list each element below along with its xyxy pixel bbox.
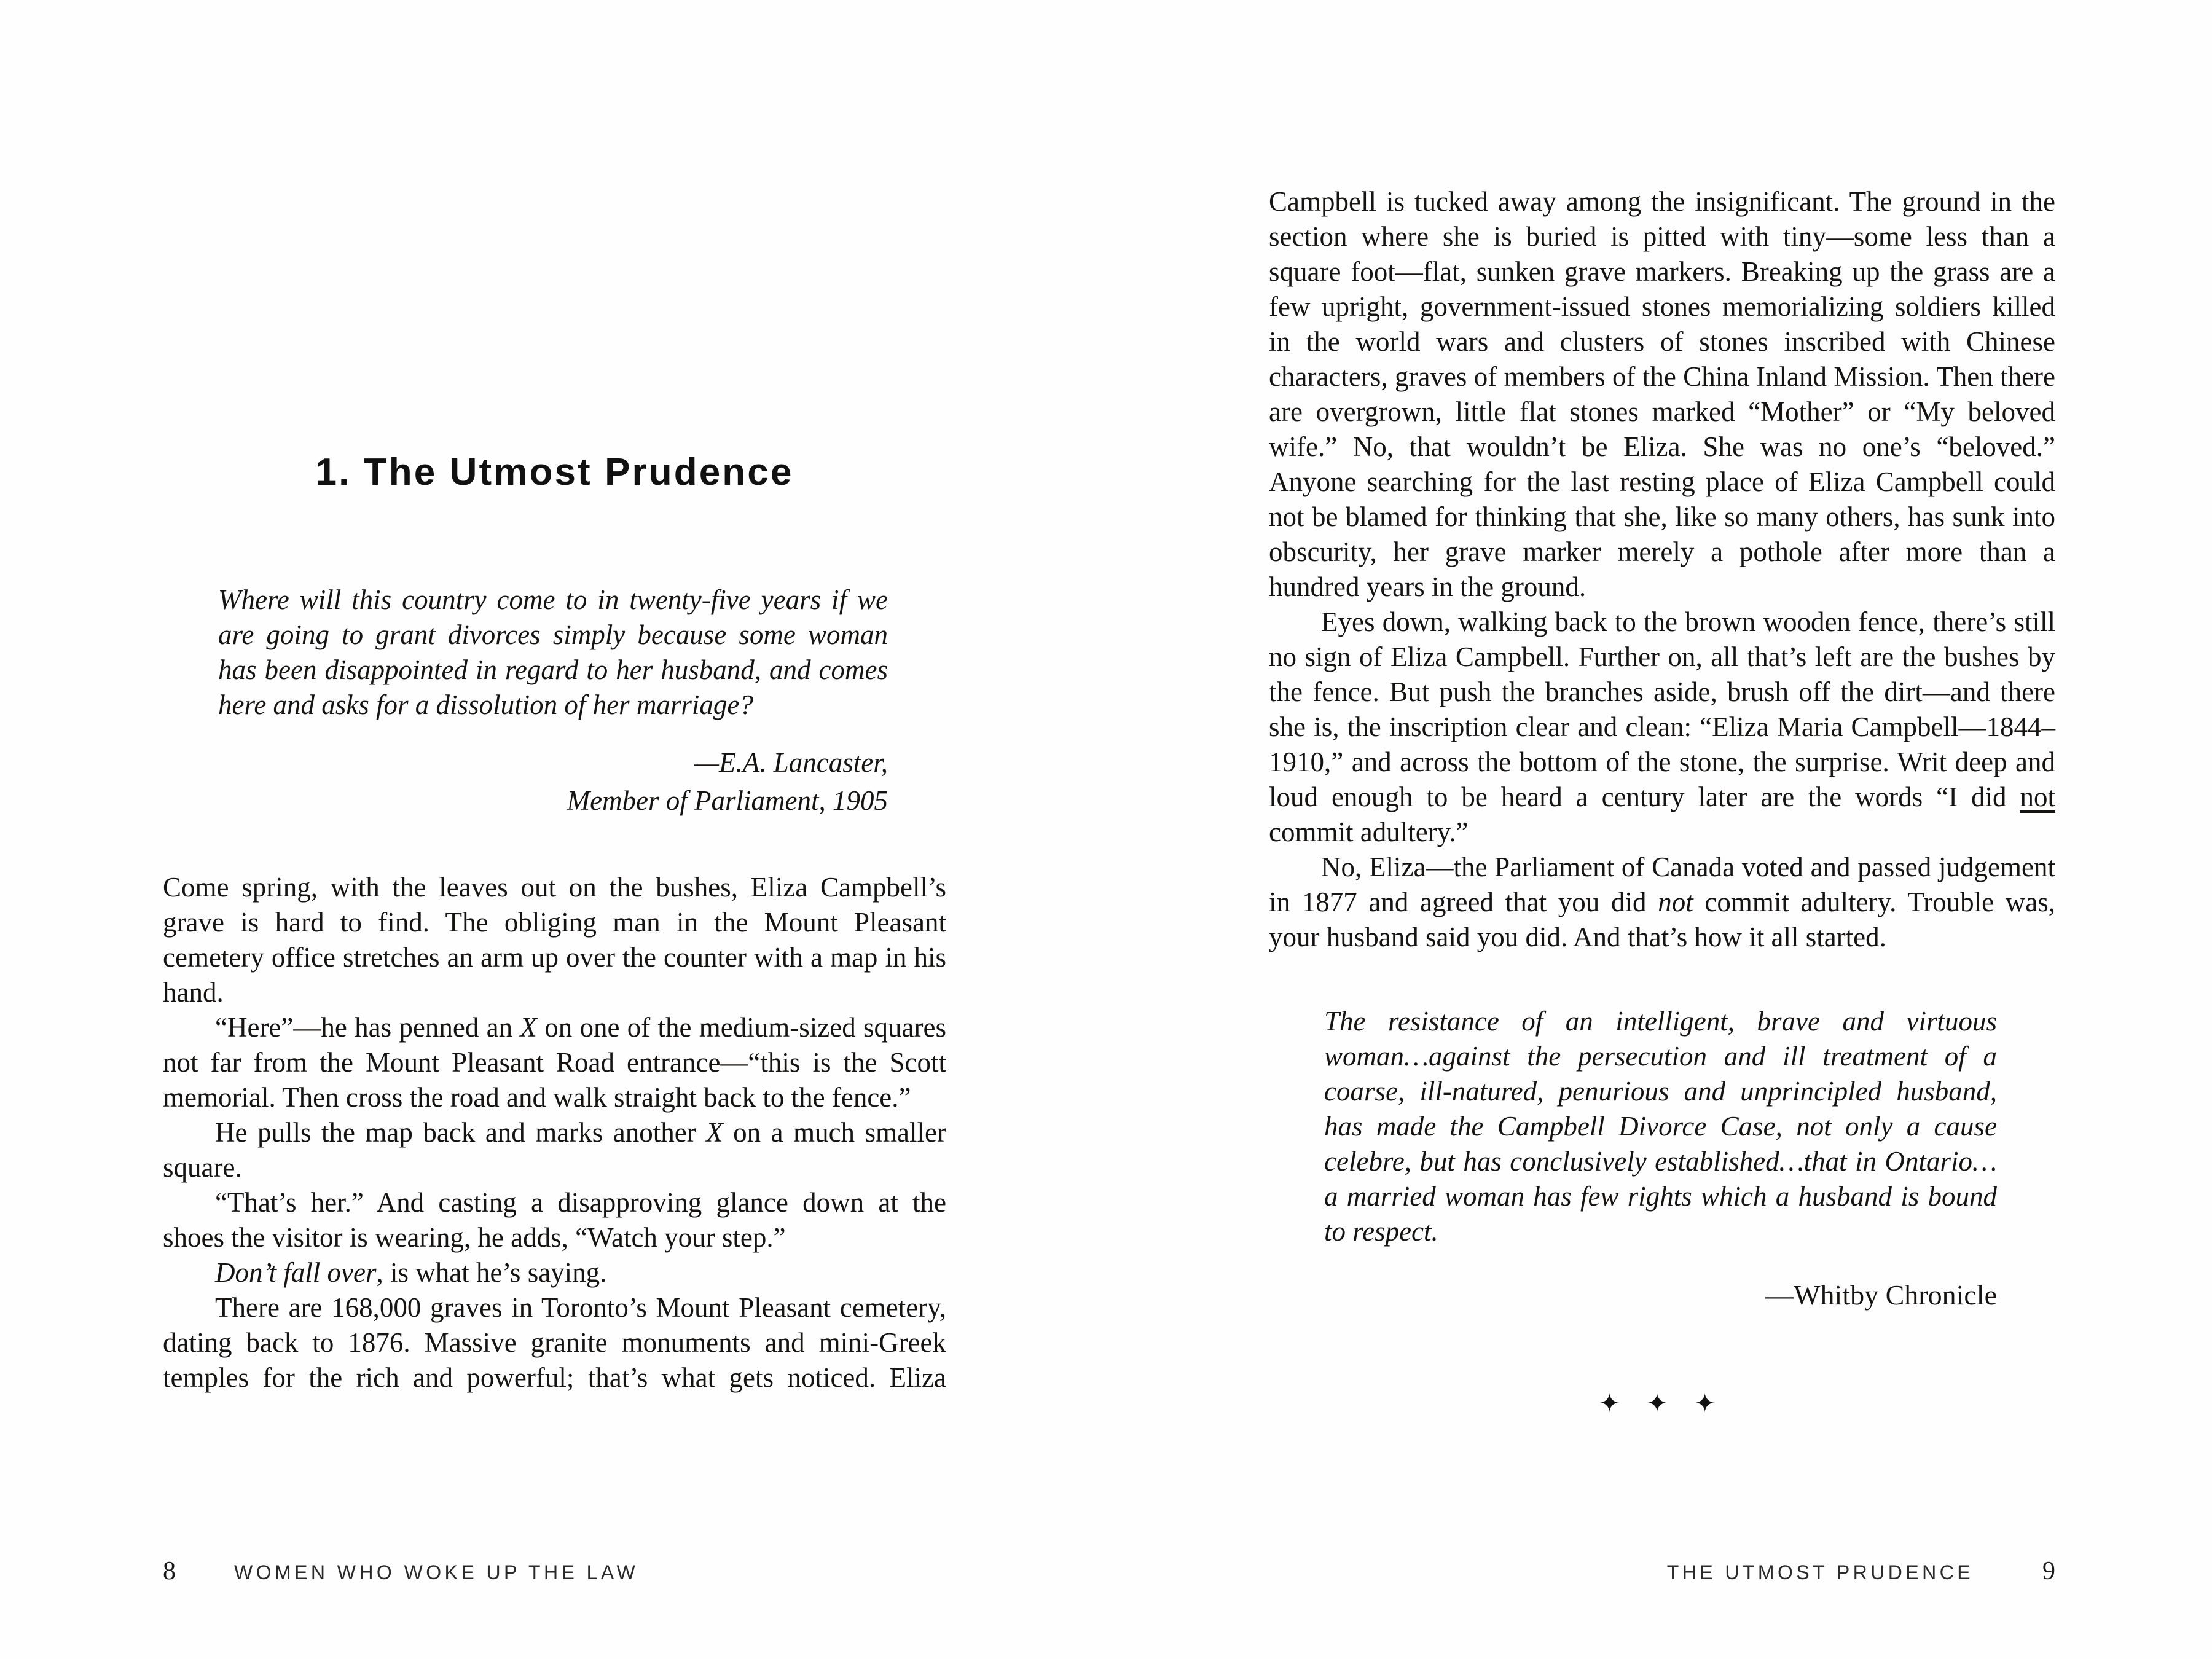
epigraph-attribution-role: Member of Parliament, 1905 xyxy=(567,785,888,816)
footer-left xyxy=(163,1558,946,1584)
right-body-text xyxy=(1269,184,2055,955)
body-paragraph: He pulls the map back and marks another X on a much smaller square. xyxy=(163,1117,946,1183)
epigraph-attribution-name: —E.A. Lancaster, xyxy=(694,747,888,778)
left-body-text xyxy=(163,870,946,1395)
running-head-right: THE UTMOST PRUDENCE xyxy=(1666,1561,1974,1583)
quote-attribution: —Whitby Chronicle xyxy=(1765,1279,1997,1311)
body-paragraph: “Here”—he has penned an X on one of the medium-sized squares not far from the Mount Pleasant Road entrance—“this is the Scott memorial. Then cross the road and walk straight back to the fence.” xyxy=(163,1012,946,1113)
body-paragraph: There are 168,000 graves in Toronto’s Mount Pleasant cemetery, dating back to 1876. Massive granite monuments and mini-Greek temples for the rich and powerful; that’s what gets noticed. Eliza xyxy=(163,1292,946,1393)
block-quote: The resistance of an intelligent, brave and virtuous woman…against the persecution and ill treatment of a coarse, ill-natured, penurious and unprincipled husband, has made the Campbell Divorce Case, not only a cause celebre, but has conclusively established…that in Ontario…a married woman has few rights which a husband is bound to respect. xyxy=(1324,1006,1997,1247)
page-number-right: 9 xyxy=(2042,1557,2055,1585)
body-paragraph: Come spring, with the leaves out on the bushes, Eliza Campbell’s grave is hard to find. The obliging man in the Mount Pleasant cemetery office stretches an arm up over the counter with a map in his hand. xyxy=(163,872,946,1008)
epigraph-attribution xyxy=(218,743,888,820)
section-break-ornament: ✦ ✦ ✦ xyxy=(1598,1390,1726,1418)
page-number-left: 8 xyxy=(163,1557,176,1585)
running-head-left: WOMEN WHO WOKE UP THE LAW xyxy=(234,1561,639,1583)
chapter-title: 1. The Utmost Prudence xyxy=(315,451,794,493)
body-paragraph: No, Eliza—the Parliament of Canada voted and passed judgement in 1877 and agreed that you did not commit adultery. Trouble was, your husband said you did. And that’s how it all started. xyxy=(1269,852,2055,952)
page-right xyxy=(1269,0,2055,1585)
body-paragraph: Eyes down, walking back to the brown wooden fence, there’s still no sign of Eliza Campbell. Further on, all that’s left are the bushes by the fence. But push the branches aside, brush off the dirt—and there she is, the inscription clear and clean: “Eliza Maria Campbell—1844–1910,” and across the bottom of the stone, the surprise. Writ deep and loud enough to be heard a century later are the words “I did not commit adultery.” xyxy=(1269,606,2055,847)
body-paragraph: Campbell is tucked away among the insignificant. The ground in the section where she is buried is pitted with tiny—some less than a square foot—flat, sunken grave markers. Breaking up the grass are a few upright, government-issued stones memorializing soldiers killed in the world wars and clusters of stones inscribed with Chinese characters, graves of members of the China Inland Mission. Then there are overgrown, little flat stones marked “Mother” or “My beloved wife.” No, that wouldn’t be Eliza. She was no one’s “beloved.” Anyone searching for the last resting place of Eliza Campbell could not be blamed for thinking that she, like so many others, has sunk into obscurity, her grave marker merely a pothole after more than a hundred years in the ground. xyxy=(1269,186,2055,602)
page-left xyxy=(163,0,946,1585)
epigraph: Where will this country come to in twenty-five years if we are going to grant divorces simply because some woman has been disappointed in regard to her husband, and comes here and asks for a dissolution of her marriage? xyxy=(218,584,888,720)
footer-right xyxy=(1269,1558,2055,1584)
body-paragraph: “That’s her.” And casting a disapproving glance down at the shoes the visitor is wearing, he adds, “Watch your step.” xyxy=(163,1187,946,1253)
body-paragraph: Don’t fall over, is what he’s saying. xyxy=(215,1257,607,1288)
